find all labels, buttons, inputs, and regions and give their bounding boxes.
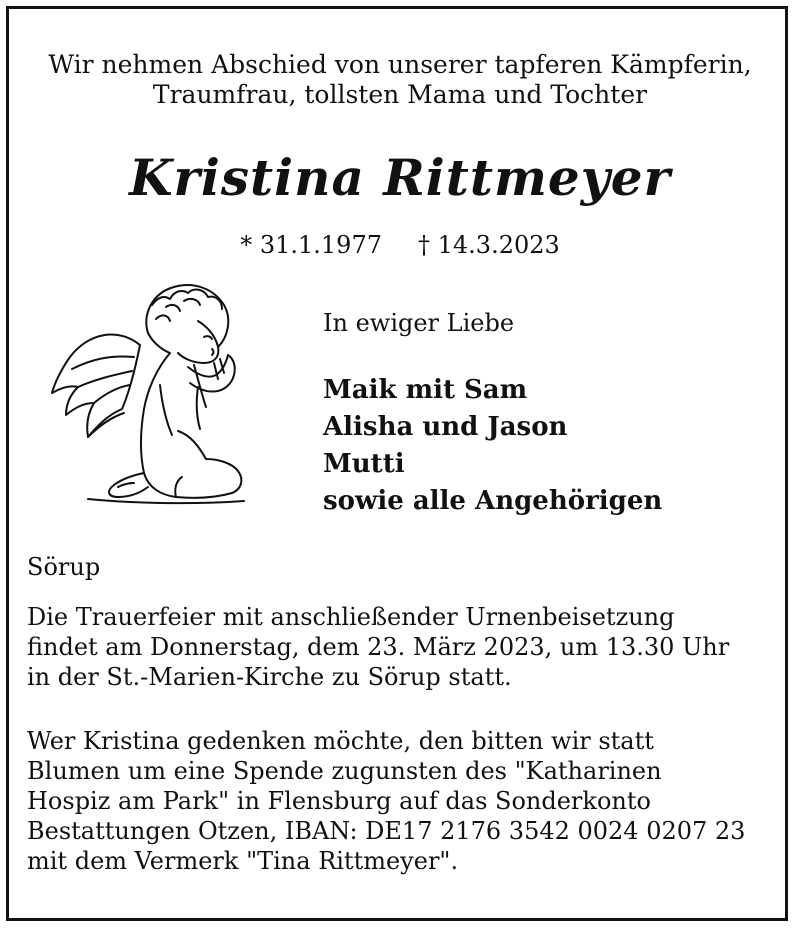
intro-text xyxy=(0,50,800,110)
family-member: Mutti xyxy=(323,449,405,479)
donation-line: Bestattungen Otzen, IBAN: DE17 2176 3542 0024 0207 23 xyxy=(27,817,746,845)
ceremony-line: in der St.-Marien-Kirche zu Sörup statt. xyxy=(27,663,512,691)
intro-line: Wir nehmen Abschied von unserer tapferen Kämpferin, xyxy=(48,50,752,79)
family-member: sowie alle Angehörigen xyxy=(323,486,663,516)
family-member: Alisha und Jason xyxy=(323,412,568,442)
death-date: † 14.3.2023 xyxy=(418,231,560,259)
ceremony-line: findet am Donnerstag, dem 23. März 2023, um 13.30 Uhr xyxy=(27,633,730,661)
donation-line: Wer Kristina gedenken möchte, den bitten wir statt xyxy=(27,727,654,755)
donation-line: Hospiz am Park" in Flensburg auf das Sonderkonto xyxy=(27,787,651,815)
donation-line: mit dem Vermerk "Tina Rittmeyer". xyxy=(27,847,459,875)
donation-line: Blumen um eine Spende zugunsten des "Katharinen xyxy=(27,757,662,785)
family-member: Maik mit Sam xyxy=(323,375,528,405)
donation-paragraph xyxy=(27,726,773,876)
life-dates xyxy=(0,230,800,260)
place-name: Sörup xyxy=(27,553,101,581)
ceremony-line: Die Trauerfeier mit anschließender Urnenbeisetzung xyxy=(27,603,675,631)
ceremony-paragraph xyxy=(27,602,773,692)
deceased-name: Kristina Rittmeyer xyxy=(129,148,671,207)
family-list xyxy=(323,372,662,520)
in-memory-text: In ewiger Liebe xyxy=(323,309,515,337)
praying-angel-icon xyxy=(48,275,248,515)
intro-line: Traumfrau, tollsten Mama und Tochter xyxy=(152,80,648,109)
birth-date: * 31.1.1977 xyxy=(240,231,382,259)
